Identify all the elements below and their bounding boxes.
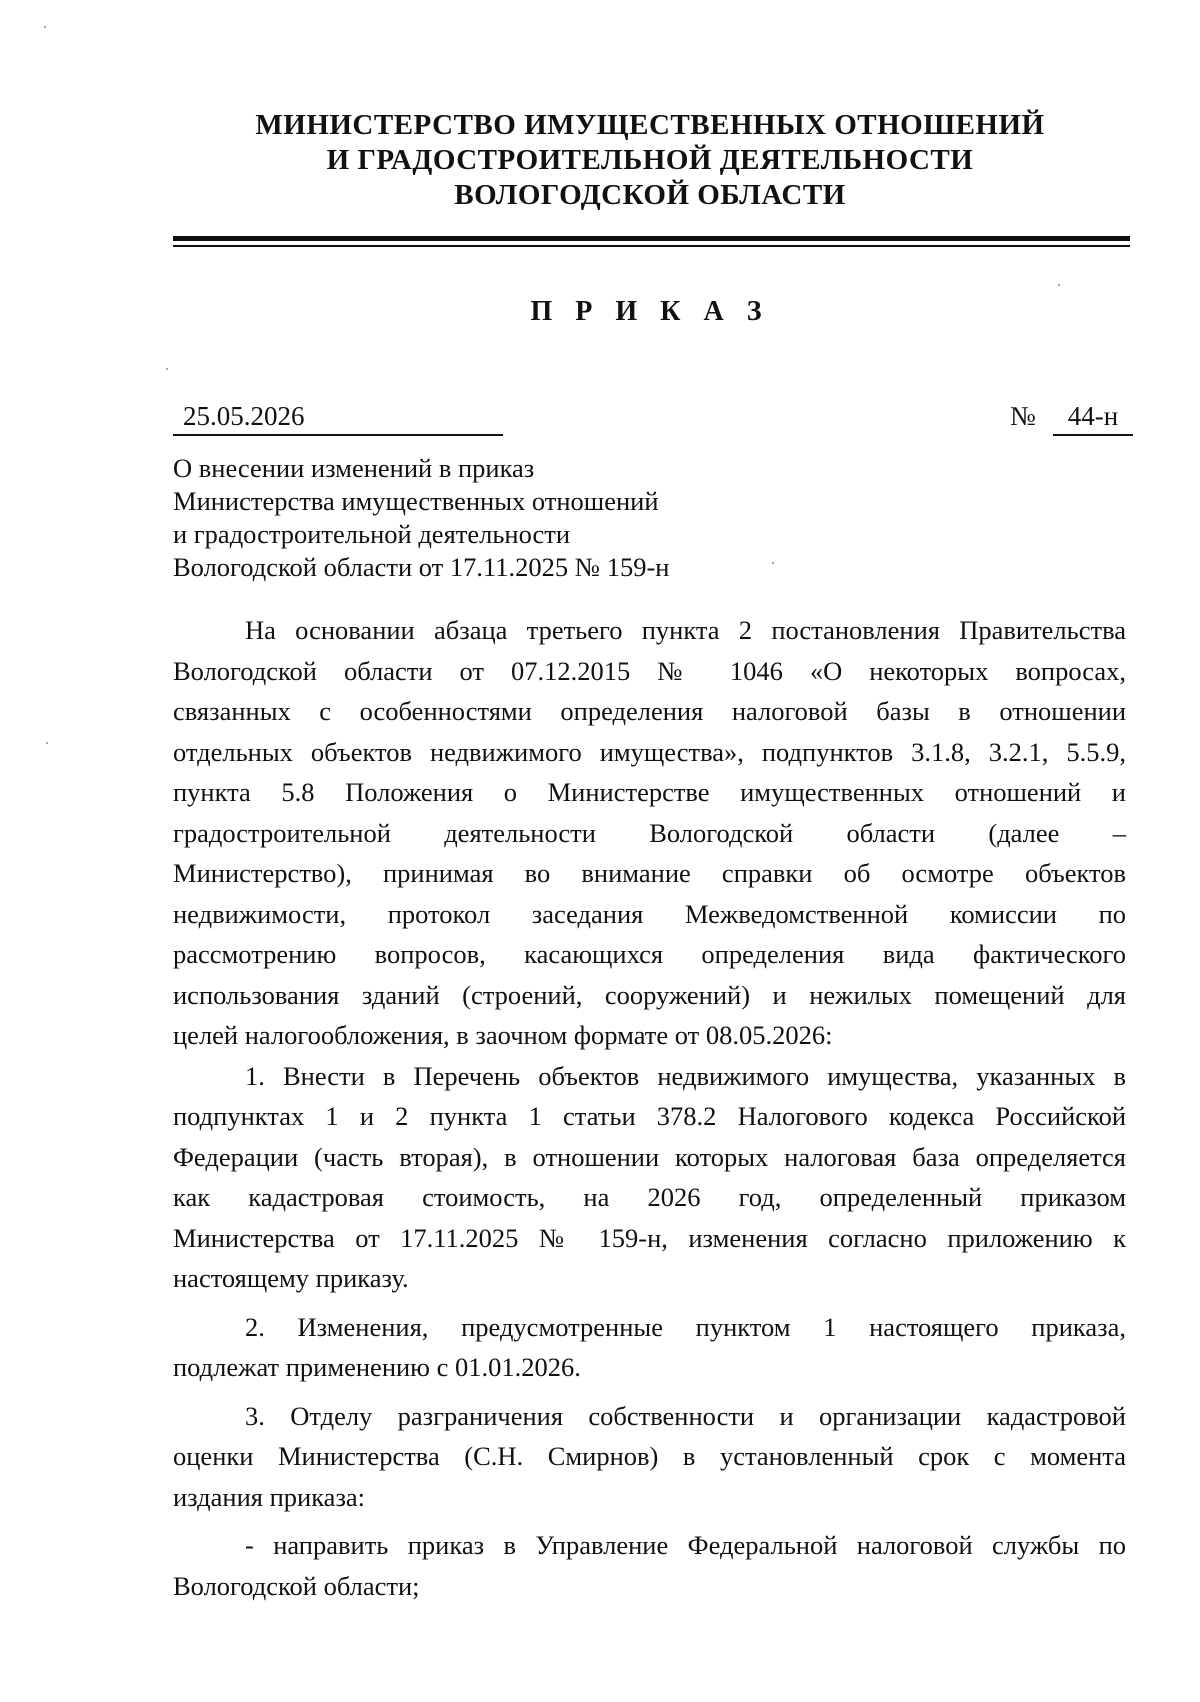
body-line: Министерство), принимая во внимание справки об осмотре объектов: [173, 858, 1126, 888]
body-line: Вологодской области от 07.12.2015 № 1046 «О некоторых вопросах,: [173, 655, 1126, 686]
organization-header: [170, 108, 1130, 213]
header-divider-thick: [173, 236, 1130, 241]
body-line: как кадастровая стоимость, на 2026 год, определенный приказом: [173, 1182, 1126, 1212]
document-number: 44-н: [1067, 401, 1119, 431]
body-line: издания приказа:: [173, 1481, 366, 1512]
body-line: 3. Отделу разграничения собственности и организации кадастровой: [245, 1400, 1126, 1431]
subject-line: и градостроительной деятельности: [173, 519, 571, 549]
body-line: 2. Изменения, предусмотренные пунктом 1 настоящего приказа,: [245, 1311, 1126, 1342]
document-body: [173, 610, 1126, 1606]
preamble-paragraph: [173, 610, 1126, 1056]
document-number-field: [1053, 398, 1133, 436]
subject-line: О внесении изменений в приказ: [173, 453, 535, 483]
body-line: градостроительной деятельности Вологодской области (далее –: [173, 817, 1126, 848]
header-divider-thin: [173, 245, 1130, 247]
body-line: настоящему приказу.: [173, 1263, 409, 1293]
body-line: подпунктах 1 и 2 пункта 1 статьи 378.2 Налогового кодекса Российской: [173, 1101, 1126, 1131]
item-2-paragraph: [173, 1307, 1126, 1388]
org-name-line: И ГРАДОСТРОИТЕЛЬНОЙ ДЕЯТЕЛЬНОСТИ: [326, 144, 974, 176]
body-line: 1. Внести в Перечень объектов недвижимого имущества, указанных в: [245, 1060, 1126, 1091]
org-name-line: ВОЛОГОДСКОЙ ОБЛАСТИ: [454, 179, 846, 211]
document-type-title: П Р И К А З: [530, 296, 770, 327]
body-line: оценки Министерства (С.Н. Смирнов) в установленный срок с момента: [173, 1441, 1126, 1471]
body-line: На основании абзаца третьего пункта 2 постановления Правительства: [245, 615, 1126, 645]
document-date-field: [173, 398, 503, 436]
subject-line: Вологодской области от 17.11.2025 № 159-н: [173, 552, 670, 582]
body-line: рассмотрению вопросов, касающихся определения вида фактического: [173, 939, 1126, 969]
body-line: использования зданий (строений, сооружений) и нежилых помещений для: [173, 979, 1126, 1010]
item-1-paragraph: [173, 1056, 1126, 1299]
body-line: - направить приказ в Управление Федеральной налоговой службы по: [245, 1530, 1126, 1560]
body-line: Министерства от 17.11.2025 № 159-н, изменения согласно приложению к: [173, 1222, 1126, 1253]
body-line: недвижимости, протокол заседания Межведомственной комиссии по: [173, 898, 1126, 929]
number-sign: №: [1010, 401, 1036, 431]
body-line: целей налогообложения, в заочном формате от 08.05.2026:: [173, 1020, 833, 1050]
document-subject: [173, 452, 873, 584]
document-date: 25.05.2026: [183, 401, 305, 431]
item-3-bullet-1: [173, 1525, 1126, 1606]
body-line: Федерации (часть вторая), в отношении которых налоговая база определяется: [173, 1141, 1126, 1172]
body-line: Вологодской области;: [173, 1570, 420, 1601]
item-3-paragraph: [173, 1396, 1126, 1518]
body-line: пункта 5.8 Положения о Министерстве имущественных отношений и: [173, 777, 1126, 807]
subject-line: Министерства имущественных отношений: [173, 486, 659, 516]
body-line: связанных с особенностями определения налоговой базы в отношении: [173, 696, 1126, 726]
body-line: подлежат применению с 01.01.2026.: [173, 1352, 581, 1382]
org-name-line: МИНИСТЕРСТВО ИМУЩЕСТВЕННЫХ ОТНОШЕНИЙ: [255, 109, 1045, 141]
body-line: отдельных объектов недвижимого имущества», подпунктов 3.1.8, 3.2.1, 5.5.9,: [173, 736, 1126, 767]
